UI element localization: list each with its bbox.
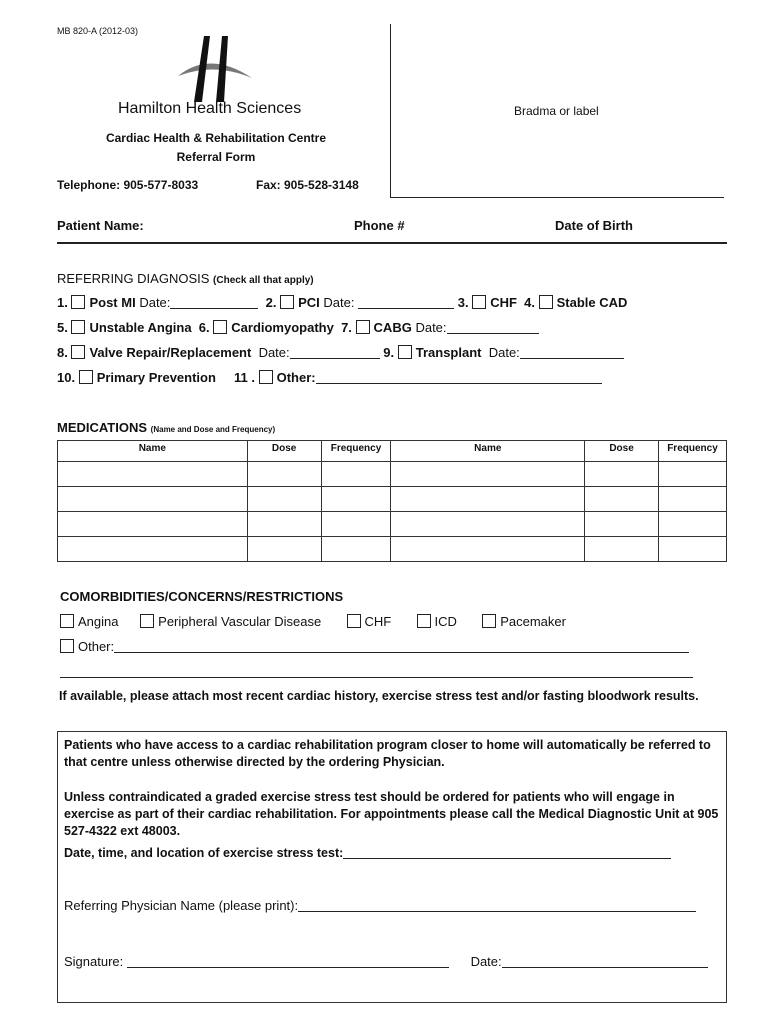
cabg-checkbox[interactable] (356, 320, 370, 334)
post-mi-date-line[interactable] (170, 296, 258, 309)
comorbidities-row: Angina Peripheral Vascular Disease CHF ICD Pacemaker (60, 614, 566, 629)
physician-name-line[interactable] (298, 899, 696, 912)
med-cell[interactable] (659, 537, 727, 562)
stress-test-line[interactable] (343, 846, 671, 859)
signature-date-line[interactable] (502, 955, 708, 968)
label-box-left-border (390, 24, 391, 198)
form-title: Referral Form (176, 150, 256, 164)
table-row (58, 487, 727, 512)
label-box-bottom-border (390, 197, 724, 198)
patient-rule (57, 242, 727, 244)
medications-heading: MEDICATIONS (Name and Dose and Frequency) (57, 420, 276, 435)
centre-name: Cardiac Health & Rehabilitation Centre (105, 131, 327, 145)
table-row (58, 512, 727, 537)
med-cell[interactable] (247, 537, 321, 562)
med-cell[interactable] (659, 487, 727, 512)
med-cell[interactable] (321, 512, 391, 537)
med-cell[interactable] (58, 487, 248, 512)
med-cell[interactable] (58, 512, 248, 537)
diagnosis-row-3: 8. Valve Repair/Replacement Date: 9. Transplant Date: (57, 345, 624, 360)
diagnosis-row-1: 1. Post MI Date: 2. PCI Date: 3. CHF 4. Stable CAD (57, 295, 628, 310)
pacemaker-checkbox[interactable] (482, 614, 496, 628)
diagnosis-heading: REFERRING DIAGNOSIS (Check all that apply) (57, 271, 314, 286)
col-header: Frequency (659, 441, 727, 462)
diagnosis-row-4: 10. Primary Prevention 11 . Other: (57, 370, 602, 385)
med-cell[interactable] (391, 512, 585, 537)
med-cell[interactable] (585, 462, 659, 487)
medications-table (57, 440, 727, 562)
comorbidities-heading: COMORBIDITIES/CONCERNS/RESTRICTIONS (60, 589, 344, 604)
med-cell[interactable] (247, 512, 321, 537)
transplant-date-line[interactable] (520, 346, 624, 359)
pci-date-line[interactable] (358, 296, 454, 309)
diagnosis-row-2: 5. Unstable Angina 6. Cardiomyopathy 7. CABG Date: (57, 320, 539, 335)
med-cell[interactable] (247, 462, 321, 487)
pvd-checkbox[interactable] (140, 614, 154, 628)
cardiomyopathy-checkbox[interactable] (213, 320, 227, 334)
cabg-date-line[interactable] (447, 321, 539, 334)
comorb-chf-checkbox[interactable] (347, 614, 361, 628)
hhs-logo (170, 32, 260, 104)
med-cell[interactable] (585, 537, 659, 562)
med-cell[interactable] (659, 462, 727, 487)
col-header: Dose (585, 441, 659, 462)
signature-row: Signature: Date: (64, 953, 708, 970)
pci-checkbox[interactable] (280, 295, 294, 309)
fax: Fax: 905-528-3148 (256, 178, 359, 192)
med-cell[interactable] (585, 512, 659, 537)
angina-checkbox[interactable] (60, 614, 74, 628)
med-cell[interactable] (391, 462, 585, 487)
med-cell[interactable] (58, 462, 248, 487)
med-cell[interactable] (321, 487, 391, 512)
comorb-extra-line[interactable] (60, 677, 693, 678)
form-code: MB 820-A (2012-03) (57, 26, 139, 36)
comorbidities-other-row: Other: (60, 639, 689, 654)
col-header: Name (58, 441, 248, 462)
attach-note: If available, please attach most recent cardiac history, exercise stress test and/or fasting bloodwork results. (59, 689, 699, 703)
med-cell[interactable] (391, 487, 585, 512)
table-row (58, 462, 727, 487)
comorb-other-line[interactable] (114, 640, 689, 653)
med-cell[interactable] (58, 537, 248, 562)
diagnosis-other-line[interactable] (316, 371, 602, 384)
patient-name-label: Patient Name: (57, 218, 144, 233)
col-header: Dose (247, 441, 321, 462)
table-row (58, 537, 727, 562)
med-cell[interactable] (391, 537, 585, 562)
unstable-angina-checkbox[interactable] (71, 320, 85, 334)
physician-row: Referring Physician Name (please print): (64, 897, 696, 914)
med-cell[interactable] (321, 462, 391, 487)
org-name: Hamilton Health Sciences (118, 100, 302, 117)
instructions-p1: Patients who have access to a cardiac rehabilitation program closer to home will automatically be referred to that centre unless otherwise directed by the ordering Physician. (64, 738, 711, 769)
diagnosis-other-checkbox[interactable] (259, 370, 273, 384)
medications-header-row (58, 441, 727, 462)
chf-checkbox[interactable] (472, 295, 486, 309)
med-cell[interactable] (659, 512, 727, 537)
med-cell[interactable] (585, 487, 659, 512)
icd-checkbox[interactable] (417, 614, 431, 628)
med-cell[interactable] (321, 537, 391, 562)
post-mi-checkbox[interactable] (71, 295, 85, 309)
valve-checkbox[interactable] (71, 345, 85, 359)
primary-prevention-checkbox[interactable] (79, 370, 93, 384)
stress-test-row: Date, time, and location of exercise stress test: (64, 845, 671, 862)
telephone: Telephone: 905-577-8033 (57, 178, 199, 192)
label-box-text: Bradma or label (514, 104, 599, 118)
col-header: Name (391, 441, 585, 462)
instructions-p2: Unless contraindicated a graded exercise stress test should be ordered for patients who will engage in exercise as part of their cardiac rehabilitation. For appointments please call the Medical Diagnostic Unit at 905 527-4322 ext 48003. (64, 790, 719, 838)
stable-cad-checkbox[interactable] (539, 295, 553, 309)
signature-line[interactable] (127, 955, 449, 968)
med-cell[interactable] (247, 487, 321, 512)
col-header: Frequency (321, 441, 391, 462)
dob-label: Date of Birth (555, 218, 633, 233)
comorb-other-checkbox[interactable] (60, 639, 74, 653)
phone-label: Phone # (354, 218, 405, 233)
transplant-checkbox[interactable] (398, 345, 412, 359)
valve-date-line[interactable] (290, 346, 380, 359)
